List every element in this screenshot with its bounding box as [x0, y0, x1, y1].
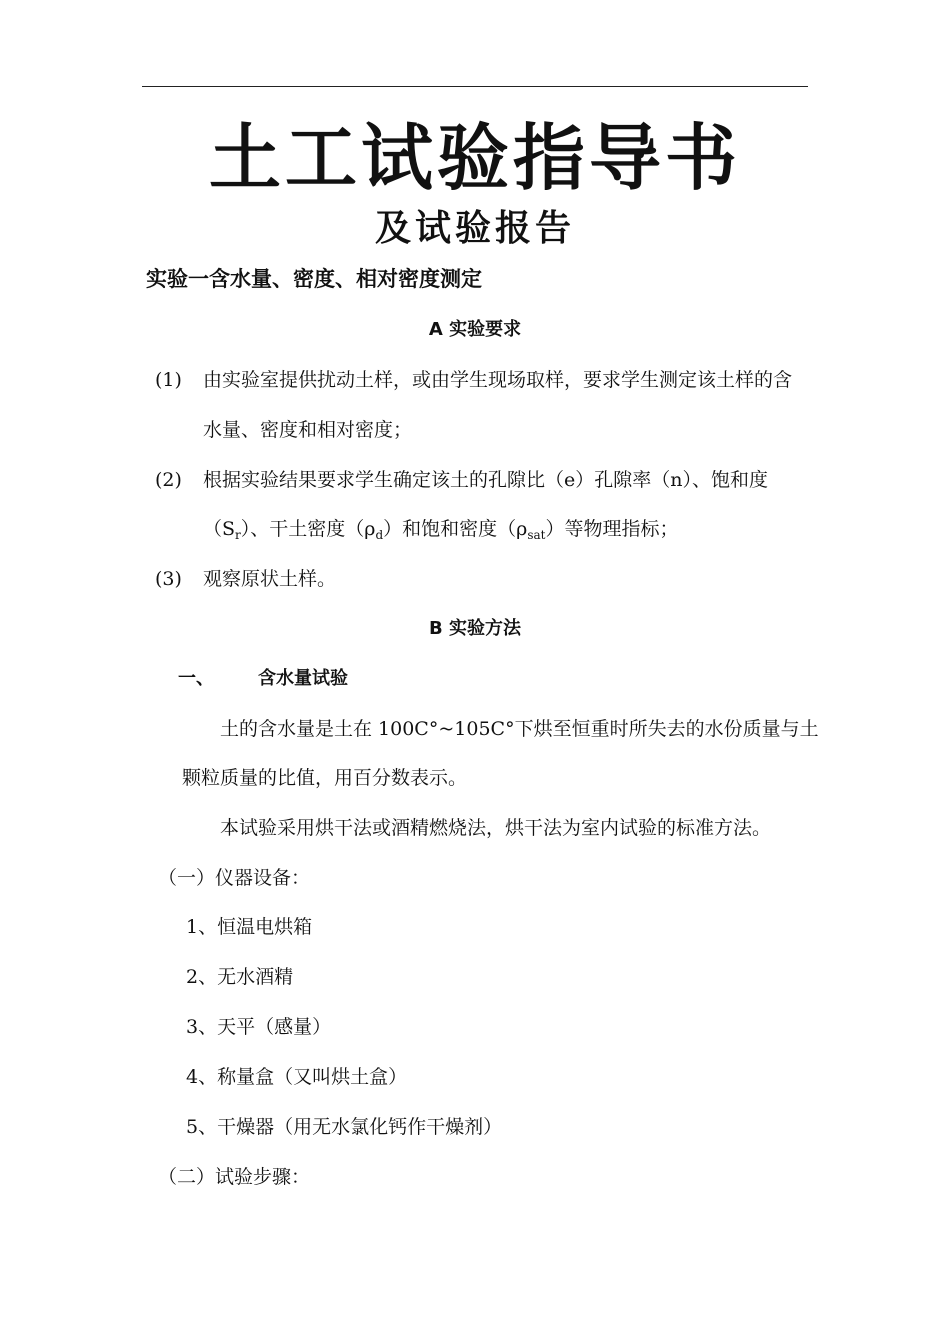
steps-heading: （二）试验步骤：	[158, 1166, 311, 1188]
subscript: sat	[527, 528, 546, 542]
section-b-heading: B 实验方法	[429, 618, 521, 639]
requirement-text: 由实验室提供扰动土样，或由学生现场取样，要求学生测定该土样的含	[203, 369, 793, 391]
requirement-3	[155, 566, 336, 592]
requirement-text: 根据实验结果要求学生确定该土的孔隙比（e）孔隙率（n）、饱和度	[203, 469, 768, 491]
header-rule	[142, 86, 808, 87]
paragraph-2: 本试验采用烘干法或酒精燃烧法，烘干法为室内试验的标准方法。	[220, 817, 772, 839]
experiment-heading: 实验一含水量、密度、相对密度测定	[146, 267, 482, 291]
subscript: d	[375, 528, 384, 542]
equipment-item: 2、无水酒精	[186, 966, 294, 988]
paragraph-1-continued: 颗粒质量的比值，用百分数表示。	[182, 767, 468, 789]
requirement-1-continued: 水量、密度和相对密度；	[203, 419, 413, 441]
document-title: 土工试验指导书	[208, 116, 741, 200]
requirement-number: (3)	[155, 568, 182, 590]
equipment-item: 4、称量盒（又叫烘土盒）	[186, 1066, 408, 1088]
text-segment: ）、干土密度（ρ	[240, 518, 376, 540]
subsection-heading	[178, 666, 348, 692]
equipment-item: 1、恒温电烘箱	[186, 916, 313, 938]
subscript: r	[235, 528, 241, 542]
requirement-number: (1)	[155, 369, 182, 391]
section-a-heading: A 实验要求	[428, 319, 522, 340]
text-segment: ）等物理指标；	[545, 518, 679, 540]
requirement-number: (2)	[155, 469, 182, 491]
equipment-heading: （一）仪器设备：	[158, 867, 311, 889]
requirement-2-continued	[203, 516, 678, 542]
subsection-number: 一、	[178, 668, 214, 689]
equipment-item: 5、干燥器（用无水氯化钙作干燥剂）	[186, 1116, 503, 1138]
document-subtitle: 及试验报告	[374, 208, 575, 249]
paragraph-1: 土的含水量是土在 100C°~105C°下烘至恒重时所失去的水份质量与土	[220, 718, 819, 740]
equipment-item: 3、天平（感量）	[186, 1016, 332, 1038]
text-segment: ）和饱和密度（ρ	[383, 518, 528, 540]
subsection-title: 含水量试验	[258, 668, 348, 689]
text-segment: （S	[203, 518, 236, 540]
requirement-1	[155, 367, 792, 393]
requirement-text: 观察原状土样。	[203, 568, 337, 590]
requirement-2	[155, 467, 768, 493]
